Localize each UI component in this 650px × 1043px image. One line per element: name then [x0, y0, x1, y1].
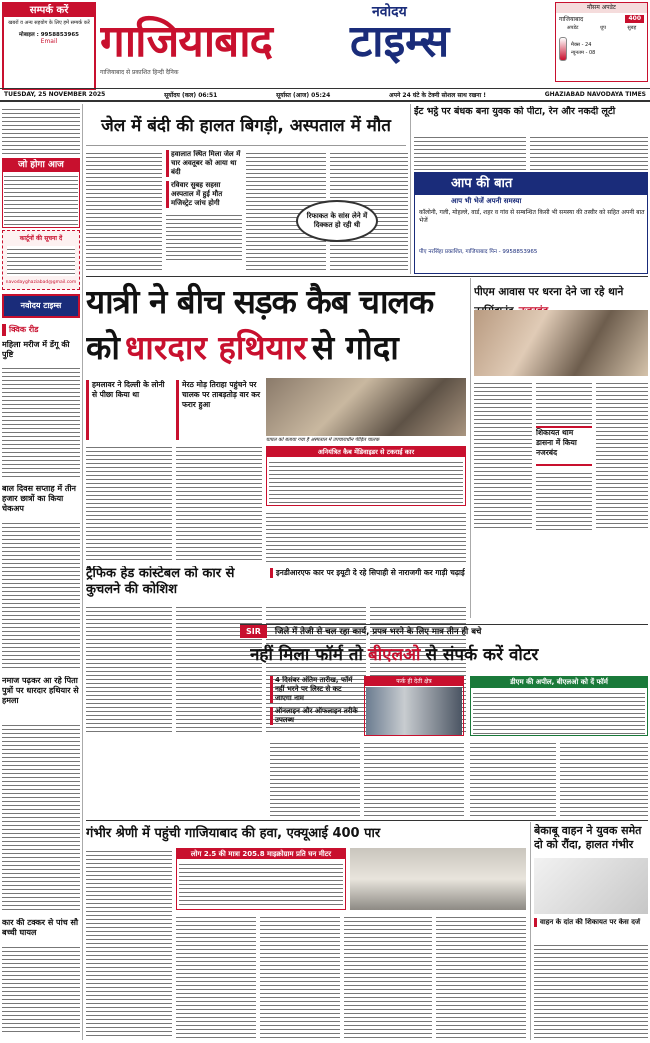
jo-hota-aaj — [2, 158, 80, 228]
right-top-body-1 — [414, 134, 526, 170]
traffic-body-1 — [86, 604, 172, 734]
sir-body-1 — [270, 740, 360, 818]
lead-line-2c: से गोदा — [311, 328, 399, 367]
lead-line-2b: धारदार हथियार — [125, 328, 307, 367]
cartoon-title: कार्टूनों की सूचना दें — [19, 235, 63, 242]
lead-line-1: यात्री ने बीच सड़क कैब चालक — [86, 282, 434, 321]
sunrise: सूर्योदय (कल) 06:51 — [164, 91, 218, 99]
aqi-photo — [350, 848, 526, 910]
aap-title: आप की बात — [415, 173, 647, 195]
left-logo-text: नवोदय टाइम्स — [20, 301, 62, 310]
sir-kicker — [240, 624, 648, 638]
sir-bullets — [270, 676, 360, 725]
weather-l1: अपडेट — [566, 25, 579, 31]
bike-body — [534, 942, 648, 1038]
tech-box — [266, 446, 466, 506]
aap-ki-baat — [414, 172, 648, 274]
quick-read-tab — [2, 324, 80, 336]
left-story-4-body — [2, 944, 80, 1034]
aqi-body-1 — [86, 848, 172, 1038]
aqi-box-title: लोग 2.5 की मात्रा 205.8 माइक्रोग्राम प्रति घन मीटर — [177, 849, 345, 859]
dateline-bar — [0, 88, 650, 102]
left-story-3-title: नमाज पढ़कर आ रहे पिता पुत्रों पर धारदार हथियार से हमला — [2, 676, 79, 705]
sir-headline-b: बीएलओ — [367, 645, 421, 665]
aap-sub: आप भी भेजें अपनी समस्या — [451, 197, 522, 205]
top-story-bullets — [166, 150, 242, 270]
left-story-1-body — [2, 365, 80, 480]
weather-title: मौसम अपडेट — [556, 3, 647, 13]
sir-box-2 — [470, 676, 648, 736]
lead-bullet-2 — [176, 380, 262, 440]
lead-body-3 — [266, 510, 466, 562]
bike-photo — [534, 858, 648, 914]
sir-headline — [250, 642, 648, 672]
weather-box — [555, 2, 648, 82]
left-story-2-title: बाल दिवस सप्ताह में तीन हजार छात्रों का किया चेकअप — [2, 484, 76, 513]
lead-body-1 — [86, 444, 172, 562]
left-story-2 — [2, 484, 80, 514]
lead-photo-caption — [266, 437, 466, 444]
thermometer-icon — [559, 37, 567, 61]
bike-sub-text: वाहन के दांत की शिकायत पर केस दर्ज — [540, 918, 641, 926]
sir-box-1-title: फर्क ही देती क्षेत्र — [365, 677, 463, 686]
aap-foot: पीए नरसिंहा प्रकाशित, गाजियाबाद पिन - 9958853965 — [419, 249, 538, 255]
bike-sub — [534, 918, 648, 927]
right-top-story — [414, 106, 648, 118]
lead-bullet-2-text: मेरठ मोड़ तिराहा पहुंचने पर चालक पर ताबड़तोड़ वार कर फरार हुआ — [182, 380, 261, 409]
lead-bullet-1 — [86, 380, 172, 440]
sir-body-3 — [470, 740, 556, 818]
top-bullet-2: रविवार सुबह सहसा अस्पताल में हुई मौत मजिस्ट्रेट जांच होगी — [166, 181, 242, 208]
traffic-bullet-text: इनडीआरएफ कार पर इयूटी दे रहे सिपाही से नाराजगी कर गाड़ी चढ़ाई — [276, 568, 465, 577]
weather-min: न्यूनतम - 08 — [571, 50, 596, 56]
pm-body-2 — [536, 380, 592, 424]
masthead-left: गाजियाबाद — [100, 16, 273, 67]
quick-read-label: क्विक रीड — [9, 325, 39, 334]
aqi-body-4 — [344, 914, 432, 1038]
pm-quote-text: शिकायत थाम डासना में किया नजरबंद — [536, 428, 577, 457]
pm-quote — [536, 426, 592, 466]
bike-headline-text: बेकाबू वाहन ने युवक समेत दो को रौंदा, हालत गंभीर — [534, 824, 642, 851]
issue-date: TUESDAY, 25 NOVEMBER 2025 — [4, 91, 106, 98]
traffic-bullet — [270, 568, 466, 578]
left-story-4-title: कार की टक्कर से पांच सौ बच्ची घायल — [2, 918, 79, 937]
contact-email-label: Email — [40, 38, 58, 45]
aqi-body-5 — [436, 914, 526, 1038]
sir-tag: SIR — [240, 625, 267, 638]
jo-hota-title: जो होगा आज — [3, 159, 79, 172]
aqi-body-2 — [176, 914, 256, 1038]
bike-headline — [534, 824, 648, 852]
left-story-4 — [2, 918, 80, 938]
edition-name: GHAZIABAD NAVODAYA TIMES — [544, 91, 646, 98]
cartoon-notice — [2, 230, 80, 290]
sir-kicker-text: जिले में तेजी से चल रहा कार्य, प्रपत्र भरने के लिए मात्र तीन ही बचे — [274, 627, 482, 637]
sir-headline-a: नहीं मिला फॉर्म तो — [250, 645, 363, 665]
weather-temp: 400 — [625, 15, 644, 23]
sir-body-2 — [364, 740, 464, 818]
contact-body: खबरों व अन्य सहयोग के लिए हमें सम्पर्क करें — [8, 20, 90, 26]
sir-bullet-1: 4 दिसंबर अंतिम तारीख, फॉर्म नहीं भरने पर लिस्ट से कट जाएगा नाम — [270, 676, 360, 703]
traffic-headline — [86, 566, 266, 598]
tech-box-title: अनियंत्रित कैब मेंडिवाइडर से टकराई कार — [267, 447, 465, 457]
aqi-headline — [86, 822, 526, 844]
pm-body-1 — [474, 380, 532, 530]
contact-mobile: मोबाइल : 9958853965 — [18, 32, 79, 38]
masthead-tagline: गाजियाबाद से प्रकाशित हिन्दी दैनिक — [100, 69, 179, 76]
lead-caption-text: घायल को बताया गया है अस्पताल में उपचाराधीन पीड़ित चालक — [266, 437, 380, 443]
pm-photo — [474, 310, 648, 376]
right-top-headline: ईंट भट्ठे पर बंधक बना युवक को पीटा, रेन और नकदी लूटी — [414, 106, 616, 117]
pm-headline-text: पीएम आवास पर धरना देने जा रहे थाने — [474, 286, 624, 298]
masthead — [100, 2, 552, 80]
sunset: सूर्यास्त (आज) 05:24 — [276, 91, 331, 99]
left-email: navodayghaziabad@gmail.com — [5, 280, 77, 285]
weather-l3: सुबह — [627, 25, 637, 31]
top-story-headline — [86, 106, 406, 146]
masthead-right: टाइम्स — [350, 16, 450, 67]
weather-l2: धूप — [600, 25, 606, 31]
lead-body-2 — [176, 444, 262, 562]
sir-photo — [366, 687, 462, 735]
sir-box-2-title: डीएम की अपील, बीएलओ को दें फॉर्म — [471, 677, 647, 688]
sir-body-4 — [560, 740, 648, 818]
aap-body: कॉलोनी, गली, मोहल्ले, वार्ड, शहर व गांव से सम्बन्धित किसी भी समस्या की तस्वीर को सहित अपनी बात भेजें — [419, 209, 645, 224]
dateline-promo: अपने 24 घंटे के टेक्नी सोशल साथ रखना ! — [389, 91, 486, 99]
pm-body-4 — [596, 380, 648, 530]
lead-bullet-1-text: हमलावर ने दिल्ली के लोनी से पीछा किया था — [92, 380, 165, 399]
lead-headline — [86, 280, 466, 376]
sir-bullet-2: ऑनलाइन और ऑफलाइन तरीके उपलब्ध — [270, 707, 360, 725]
lead-line-2a: को — [86, 328, 120, 367]
aqi-box — [176, 848, 346, 910]
pull-quote — [296, 200, 378, 242]
aqi-body-3 — [260, 914, 340, 1038]
left-story-3-body — [2, 722, 80, 912]
aqi-headline-text: गंभीर श्रेणी में पहुंची गाजियाबाद की हवा, एक्यूआई 400 पार — [86, 826, 381, 841]
left-story-1-title: महिला मरीज में डेंगू की पुष्टि — [2, 340, 70, 359]
contact-box — [2, 2, 96, 90]
pull-quote-text: रिफाकत के सांस लेने में दिक्कत हो रही थी — [306, 212, 368, 229]
left-logo — [2, 294, 80, 318]
left-intro-text — [2, 106, 80, 156]
left-story-1 — [2, 340, 80, 360]
sir-box-1 — [364, 676, 464, 736]
top-bullet-1: हवालात स्थित मिला जेल में चार अवतूबर को आया था बंदी — [166, 150, 242, 177]
weather-max: मैक्स - 24 — [571, 42, 592, 48]
left-story-3 — [2, 676, 80, 706]
right-top-body-2 — [530, 134, 648, 170]
weather-city: गाजियाबाद — [559, 16, 584, 23]
contact-title: सम्पर्क करें — [4, 4, 94, 17]
pm-body-3 — [536, 470, 592, 530]
top-story-col1 — [86, 150, 162, 270]
sir-headline-c: से संपर्क करें वोटर — [425, 645, 539, 665]
traffic-headline-text: ट्रैफिक हेड कांस्टेबल को कार से कुचलने की कोशिश — [86, 566, 235, 597]
top-story-title: जेल में बंदी की हालत बिगड़ी, अस्पताल में मौत — [101, 116, 391, 136]
masthead-small: नवोदय — [372, 4, 407, 20]
lead-photo — [266, 378, 466, 436]
left-story-2-body — [2, 520, 80, 670]
